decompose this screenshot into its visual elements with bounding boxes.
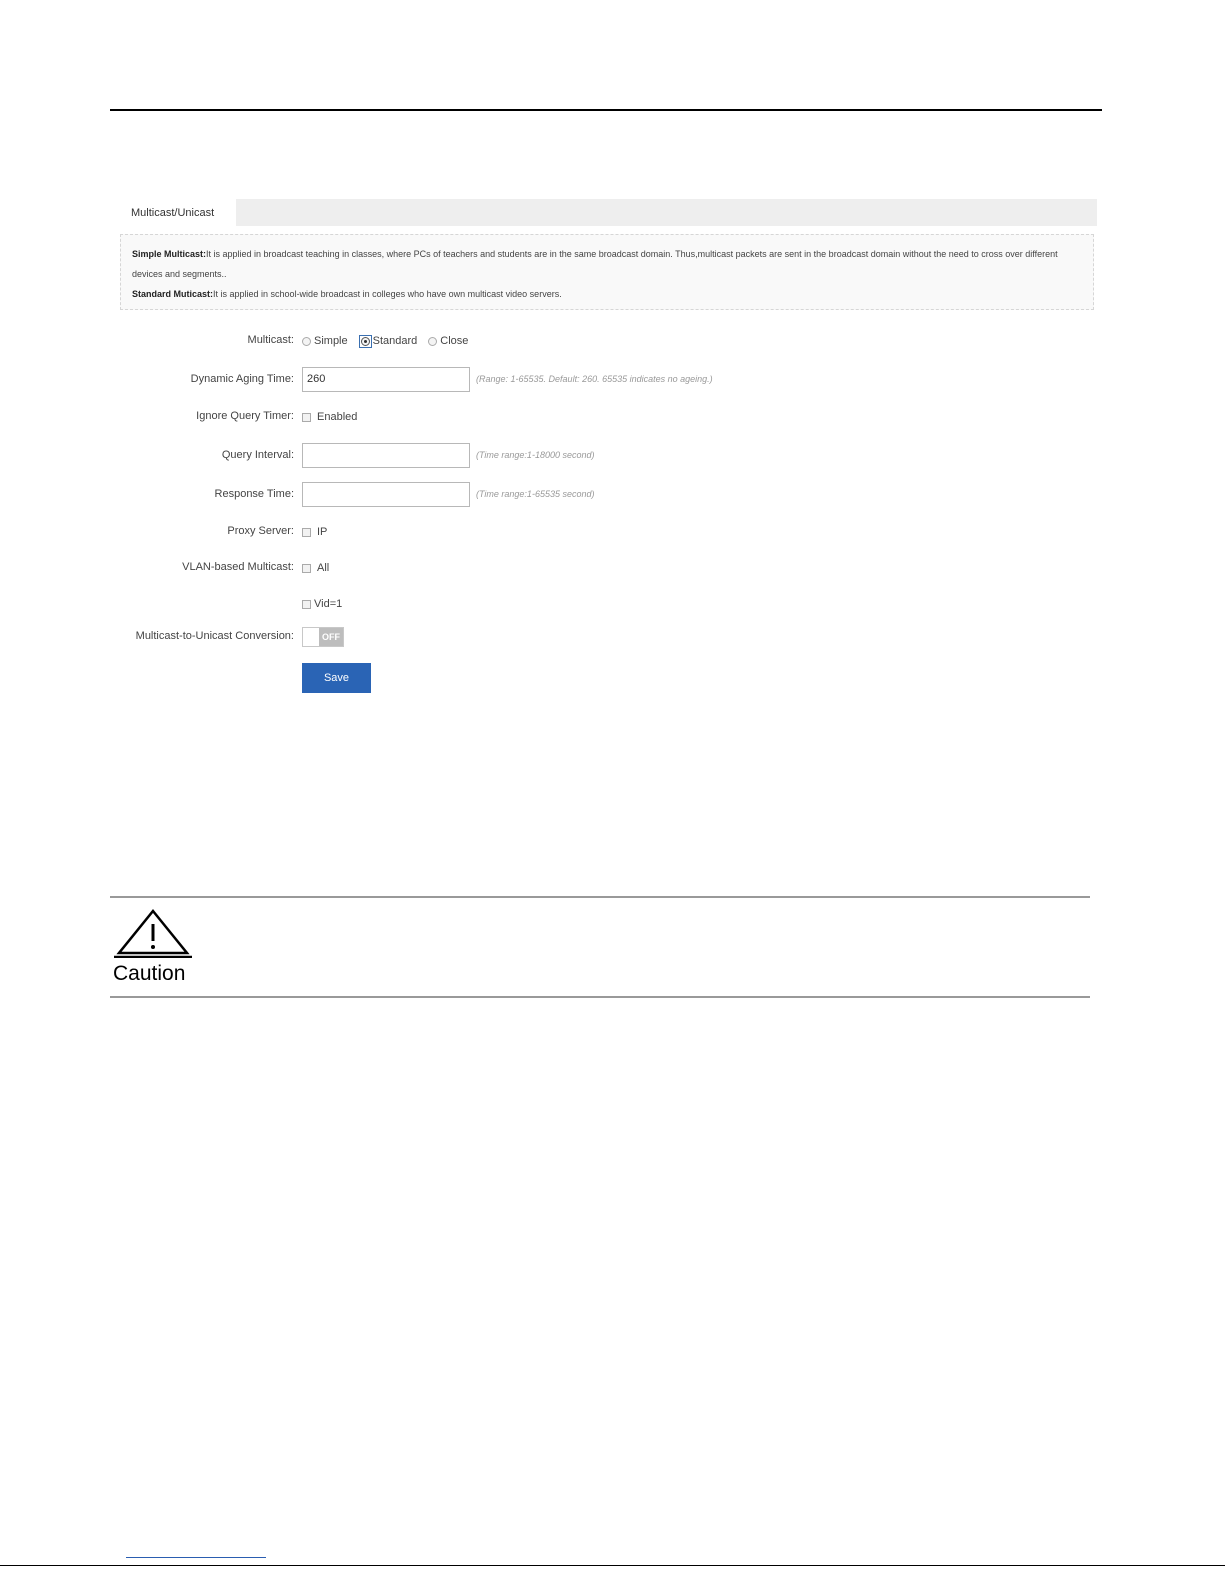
toggle-state: OFF [319,628,343,646]
radio-standard-dot[interactable] [361,337,370,346]
radio-standard[interactable] [359,335,418,348]
response-time-hint: (Time range:1-65535 second) [476,489,595,499]
info-standard-title: Standard Muticast: [132,289,214,299]
vlan-vid-checkbox[interactable] [302,600,311,609]
info-simple-text: It is applied in broadcast teaching in classes, where PCs of teachers and students are in the same broadcast domain. Thus,multicast packets are sent in the broadcast domain without the need to cross over different devices and segments.. [132,249,1058,279]
multicast-label: Multicast: [247,334,294,346]
query-interval-ctrl [302,442,595,468]
caution-bottom-rule [110,996,1090,998]
response-time-row [0,481,1225,507]
vlan-all-option: All [317,562,330,574]
info-simple-title: Simple Multicast: [132,249,207,259]
toggle-knob [303,628,319,646]
ignore-query-option: Enabled [317,411,358,423]
query-interval-row [0,442,1225,468]
vlan-vid-option: Vid=1 [314,598,343,610]
vlan-vid-ctrl [302,591,342,617]
proxy-ctrl [302,519,327,545]
vlan-row [0,555,1225,581]
vlan-all-checkbox[interactable] [302,564,311,573]
radio-simple-label: Simple [314,335,348,347]
ignore-query-ctrl [302,404,357,430]
query-interval-label: Query Interval: [221,449,294,461]
aging-row [0,366,1225,392]
proxy-ip-option: IP [317,526,328,538]
response-time-ctrl [302,481,595,507]
caution-label: Caution [113,962,186,985]
aging-label: Dynamic Aging Time: [190,373,294,385]
proxy-label: Proxy Server: [227,525,294,537]
radio-standard-label: Standard [372,335,418,347]
aging-hint: (Range: 1-65535. Default: 260. 65535 indicates no ageing.) [476,374,713,384]
tab-multicast-unicast[interactable]: Multicast/Unicast [120,199,236,227]
info-standard [132,284,1082,304]
proxy-row [0,519,1225,545]
info-standard-text: It is applied in school-wide broadcast in colleges who have own multicast video servers. [213,289,562,299]
vlan-all-ctrl [302,555,329,581]
conversion-toggle[interactable] [302,627,344,647]
conversion-row [0,624,1225,650]
query-interval-input[interactable] [302,443,470,468]
info-box [120,234,1094,310]
ignore-query-label: Ignore Query Timer: [196,410,294,422]
radio-standard-focus [359,335,372,348]
radio-simple-dot[interactable] [302,337,311,346]
radio-simple[interactable] [302,335,348,347]
vlan-vid-row [0,591,1225,617]
tab-bar [120,199,1097,226]
footer-link-underline[interactable] [126,1557,266,1558]
caution-icon [114,908,192,958]
radio-close-label: Close [440,335,469,347]
conversion-label: Multicast-to-Unicast Conversion: [135,630,294,642]
ignore-query-row [0,404,1225,430]
conversion-ctrl [302,624,344,650]
header-rule [110,109,1102,111]
radio-close[interactable] [428,335,468,347]
response-time-input[interactable] [302,482,470,507]
multicast-row [0,328,1225,354]
multicast-radio-group [302,328,479,354]
info-simple [132,244,1082,284]
proxy-ip-checkbox[interactable] [302,528,311,537]
response-time-label: Response Time: [214,488,294,500]
save-button[interactable]: Save [302,663,371,693]
radio-close-dot[interactable] [428,337,437,346]
aging-time-input[interactable] [302,367,470,392]
caution-top-rule [110,896,1090,898]
footer-rule [0,1565,1225,1566]
ignore-query-checkbox[interactable] [302,413,311,422]
query-interval-hint: (Time range:1-18000 second) [476,450,595,460]
vlan-label: VLAN-based Multicast: [182,561,294,573]
aging-ctrl [302,366,713,392]
